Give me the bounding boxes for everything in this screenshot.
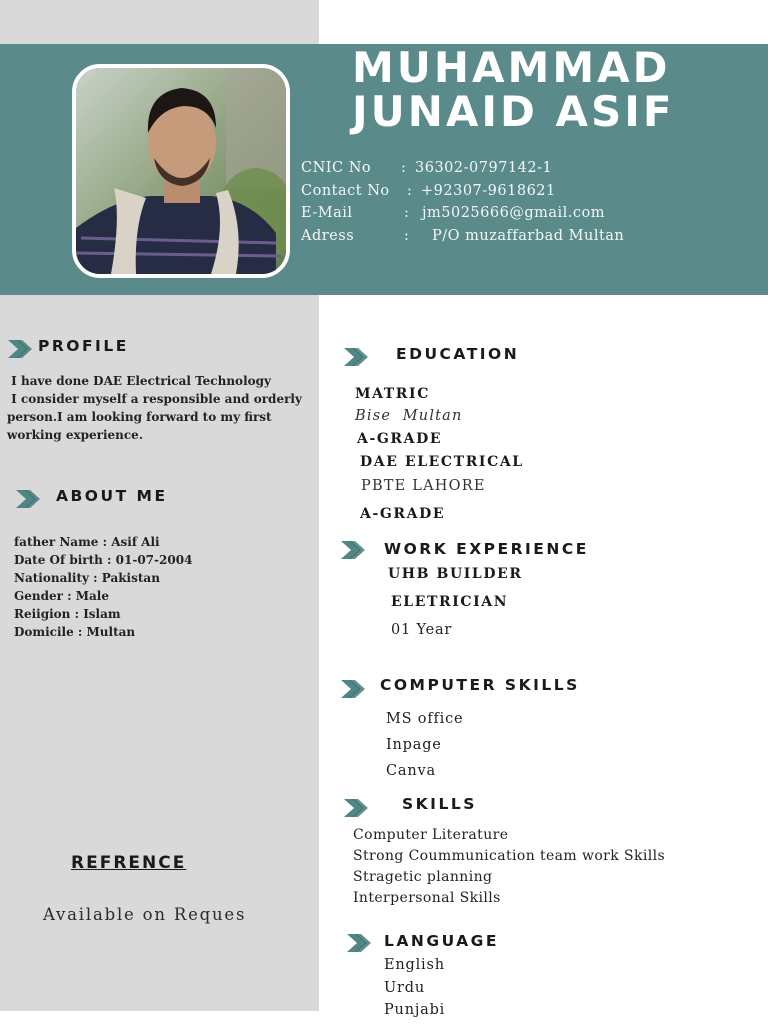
skill-item: Strong Coummunication team work Skills [353,848,666,864]
skills-list [353,825,665,909]
education-board: Bise Multan [355,408,463,424]
skill-item: Interpersonal Skills [353,890,501,906]
education-degree: MATRIC [355,386,430,402]
phone-value: +92307-9618621 [421,182,556,199]
education-grade: A-GRADE [360,506,446,522]
about-details [14,533,192,641]
language-item: Urdu [384,979,425,996]
profile-line: working experience. [7,428,143,442]
contact-separator: : [404,205,410,221]
profile-line: person.I am looking forward to my first [7,410,272,424]
computer-skill-item: MS office [386,711,464,727]
about-line: Gender : Male [14,589,109,603]
contact-label: Contact No [301,182,390,199]
skill-item: Computer Literature [353,827,509,843]
reference-text: Available on Reques [43,905,247,924]
contact-separator: : [407,182,413,199]
profile-photo [72,64,290,278]
name-line-1: MUHAMMAD [352,43,671,92]
about-line: Domicile : Multan [14,625,136,639]
education-board: PBTE LAHORE [361,478,486,494]
language-item: English [384,957,445,973]
computer-skills-list [386,706,463,784]
reference-heading: REFRENCE [71,853,187,873]
chevron-right-icon [342,798,370,818]
education-heading: EDUCATION [396,345,520,363]
about-line: Reiigion : Islam [14,607,121,621]
chevron-right-icon [342,347,370,367]
language-list [384,954,445,1022]
about-heading: ABOUT ME [56,487,168,505]
contact-label: Adress [301,227,355,244]
profile-heading: PROFILE [38,337,129,355]
language-heading: LANGUAGE [384,932,499,950]
about-line: father Name : Asif Ali [14,535,160,549]
about-line: Nationality : Pakistan [14,571,160,585]
language-item: Punjabi [384,1002,446,1018]
profile-line: I consider myself a responsible and orderly [7,392,302,406]
chevron-right-icon [339,679,367,699]
profile-line: I have done DAE Electrical Technology [7,374,271,388]
education-grade: A-GRADE [357,431,443,447]
skill-item: Stragetic planning [353,869,493,885]
education-degree: DAE ELECTRICAL [360,454,524,470]
work-heading: WORK EXPERIENCE [384,540,589,558]
chevron-right-icon [6,339,34,359]
candidate-name [352,43,675,136]
contact-label: CNIC No [301,160,372,176]
chevron-right-icon [14,489,42,509]
profile-text [7,372,302,444]
computer-skill-item: Canva [386,763,436,779]
about-line: Date Of birth : 01-07-2004 [14,553,193,567]
contact-label: E-Mail [301,205,353,221]
chevron-right-icon [339,540,367,560]
contact-separator: : [401,160,407,176]
work-role: ELETRICIAN [391,594,509,610]
contact-separator: : [404,227,410,244]
skills-heading: SKILLS [402,795,477,813]
email-value: jm5025666@gmail.com [422,205,605,221]
avatar [76,68,286,274]
cnic-value: 36302-0797142-1 [415,160,553,176]
computer-skills-heading: COMPUTER SKILLS [380,676,580,694]
computer-skill-item: Inpage [386,737,442,753]
work-duration: 01 Year [391,622,453,638]
work-company: UHB BUILDER [388,566,523,582]
chevron-right-icon [345,933,373,953]
address-value: P/O muzaffarbad Multan [432,227,625,244]
name-line-2: JUNAID ASIF [352,87,675,136]
